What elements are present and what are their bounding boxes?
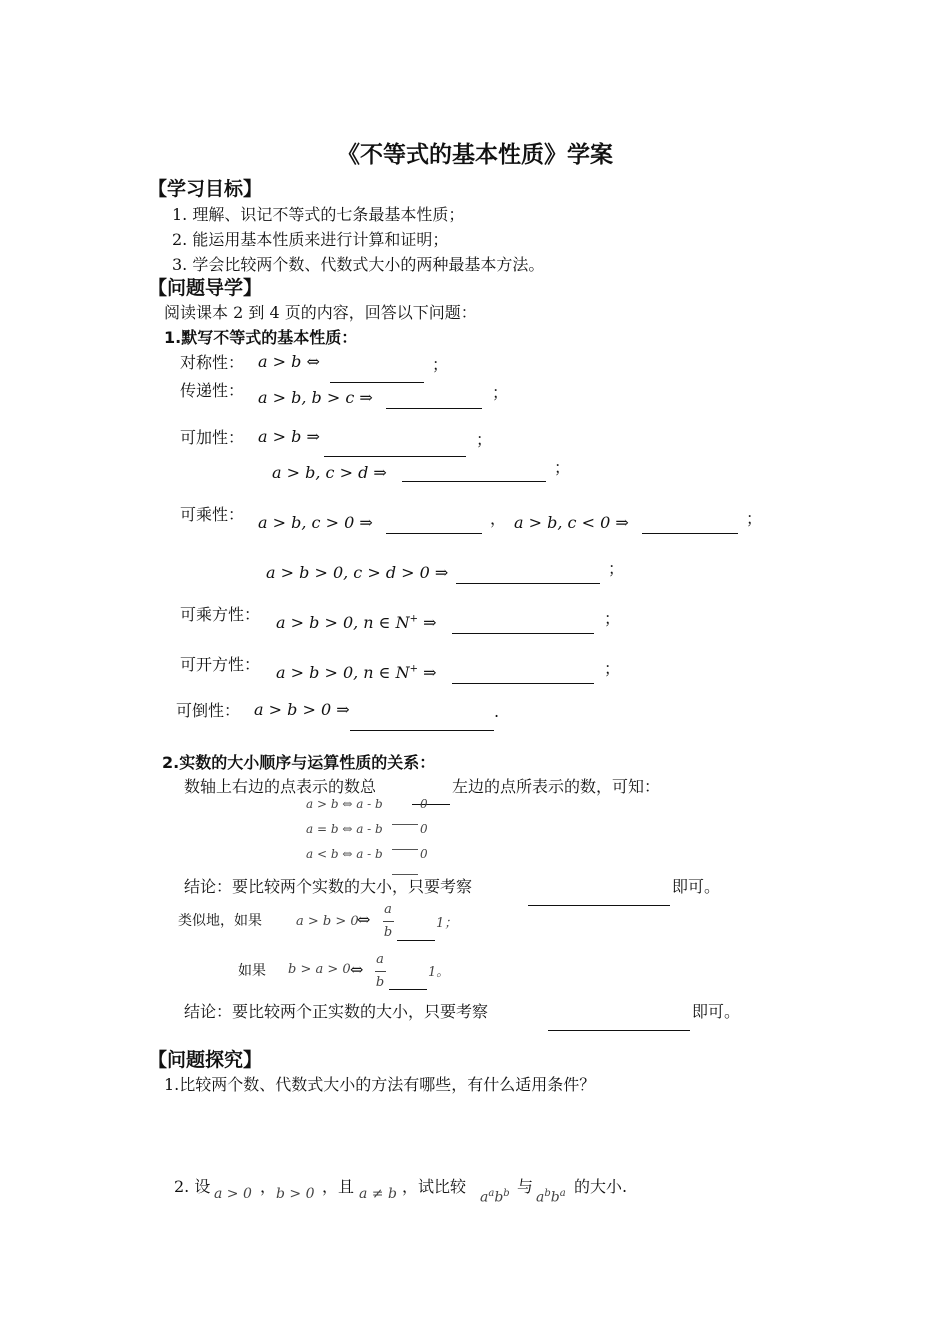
q2-ne: a ≠ b	[359, 1186, 397, 1202]
semi: ；	[432, 355, 449, 374]
similar-label: 类似地，如果	[178, 913, 262, 929]
transitive-expr: a > b, b > c ⇒	[258, 388, 373, 407]
relation-greater: a > b ⇔ a - b	[306, 797, 383, 811]
if-expr: b > a > 0	[288, 962, 351, 977]
conclusion-1a: 结论：要比较两个实数的大小，只要考察	[184, 877, 473, 896]
goal-item-1: 1. 理解、识记不等式的七条最基本性质；	[172, 205, 465, 224]
if-label: 如果	[238, 963, 266, 979]
mult-expr3: a > b > 0, c > d > 0 ⇒	[266, 563, 449, 582]
mult-expr1: a > b, c > 0 ⇒	[258, 513, 373, 532]
explore-q2-prefix: 2. 设	[174, 1177, 211, 1196]
mult-blank-1[interactable]	[386, 532, 482, 534]
recip-expr: a > b > 0 ⇒	[254, 700, 350, 719]
transitive-blank[interactable]	[386, 407, 482, 409]
mult-label: 可乘性：	[180, 505, 245, 524]
goal-item-2: 2. 能运用基本性质来进行计算和证明；	[172, 230, 449, 249]
symmetric-blank[interactable]	[330, 381, 424, 383]
frac-denominator: b	[383, 925, 393, 940]
goal-item-3: 3. 学会比较两个数、代数式大小的两种最基本方法。	[172, 255, 545, 274]
semi: ；	[492, 383, 509, 402]
power-expr: a > b > 0, n ∈ N+ ⇒	[276, 613, 437, 632]
conclusion-2b: 即可。	[692, 1002, 741, 1021]
q2-blank[interactable]	[412, 803, 450, 805]
relation-greater-blank[interactable]	[392, 823, 418, 825]
q2-title: 2.实数的大小顺序与运算性质的关系：	[162, 753, 436, 772]
one-period: 1。	[428, 965, 450, 980]
conclusion-1b: 即可。	[672, 877, 721, 896]
relation-equal: a = b ⇔ a - b	[306, 822, 383, 836]
frac-denominator: b	[375, 975, 385, 990]
mult-blank-3[interactable]	[456, 582, 600, 584]
zero: 0	[420, 847, 428, 861]
zero: 0	[420, 822, 428, 836]
explore-q1: 1.比较两个数、代数式大小的方法有哪些，有什么适用条件？	[164, 1075, 596, 1094]
mult-expr2: a > b, c < 0 ⇒	[514, 513, 629, 532]
goals-heading: 【学习目标】	[148, 178, 263, 200]
semi: ；	[554, 458, 571, 477]
q2-line1a: 数轴上右边的点表示的数总	[184, 777, 377, 796]
recip-blank[interactable]	[350, 729, 494, 731]
expr-right: $a^bb^a$	[536, 1188, 566, 1206]
additive-label: 可加性：	[180, 428, 245, 447]
semi: ；	[608, 559, 625, 578]
transitive-label: 传递性：	[180, 381, 245, 400]
comma: ，	[260, 1177, 277, 1196]
additive-expr1: a > b ⇒	[258, 427, 320, 446]
explore-heading: 【问题探究】	[148, 1049, 263, 1071]
frac-bar	[375, 971, 386, 972]
similar-blank[interactable]	[397, 939, 435, 941]
semi: ；	[604, 609, 621, 628]
power-label: 可乘方性：	[180, 605, 261, 624]
conclusion-2-blank[interactable]	[548, 1029, 690, 1031]
iff-symbol: ⇔	[357, 910, 371, 929]
if-blank[interactable]	[389, 988, 427, 990]
conclusion-2a: 结论：要比较两个正实数的大小，只要考察	[184, 1002, 489, 1021]
frac-bar	[383, 921, 394, 922]
additive-blank-2[interactable]	[402, 480, 546, 482]
frac-numerator: a	[376, 952, 384, 967]
q2-with: 与	[517, 1177, 534, 1196]
guide-heading: 【问题导学】	[148, 277, 263, 299]
q2-a-cond: a > 0	[214, 1186, 252, 1202]
q2-and: ，且	[322, 1177, 355, 1196]
one-semi: 1；	[436, 916, 458, 931]
symmetric-expr: a > b ⇔	[258, 352, 320, 371]
comma: ，	[490, 509, 507, 528]
page-title: 《不等式的基本性质》学案	[337, 142, 613, 168]
relation-equal-blank[interactable]	[392, 848, 418, 850]
iff-symbol: ⇔	[350, 960, 364, 979]
q2-line1b: 左边的点所表示的数，可知：	[452, 777, 661, 796]
conclusion-1-blank[interactable]	[528, 904, 670, 906]
expr-left: $a^ab^b$	[480, 1188, 510, 1206]
q2-try: ，试比较	[402, 1177, 467, 1196]
additive-blank-1[interactable]	[324, 455, 466, 457]
q2-end: 的大小.	[574, 1177, 628, 1196]
frac-numerator: a	[384, 902, 392, 917]
additive-expr2: a > b, c > d ⇒	[272, 463, 387, 482]
q2-b-cond: b > 0	[276, 1186, 315, 1202]
period: .	[494, 702, 500, 721]
root-label: 可开方性：	[180, 655, 261, 674]
semi: ；	[476, 430, 493, 449]
root-expr: a > b > 0, n ∈ N+ ⇒	[276, 663, 437, 682]
guide-intro: 阅读课本 2 到 4 页的内容，回答以下问题：	[164, 303, 477, 322]
semi: ；	[604, 659, 621, 678]
relation-less: a < b ⇔ a - b	[306, 847, 383, 861]
recip-label: 可倒性：	[176, 701, 241, 720]
root-blank[interactable]	[452, 682, 594, 684]
power-blank[interactable]	[452, 632, 594, 634]
q1-title: 1.默写不等式的基本性质：	[164, 328, 358, 347]
similar-expr: a > b > 0	[296, 914, 359, 929]
zero: 0	[420, 797, 428, 811]
semi: ；	[746, 509, 763, 528]
mult-blank-2[interactable]	[642, 532, 738, 534]
symmetric-label: 对称性：	[180, 353, 245, 372]
